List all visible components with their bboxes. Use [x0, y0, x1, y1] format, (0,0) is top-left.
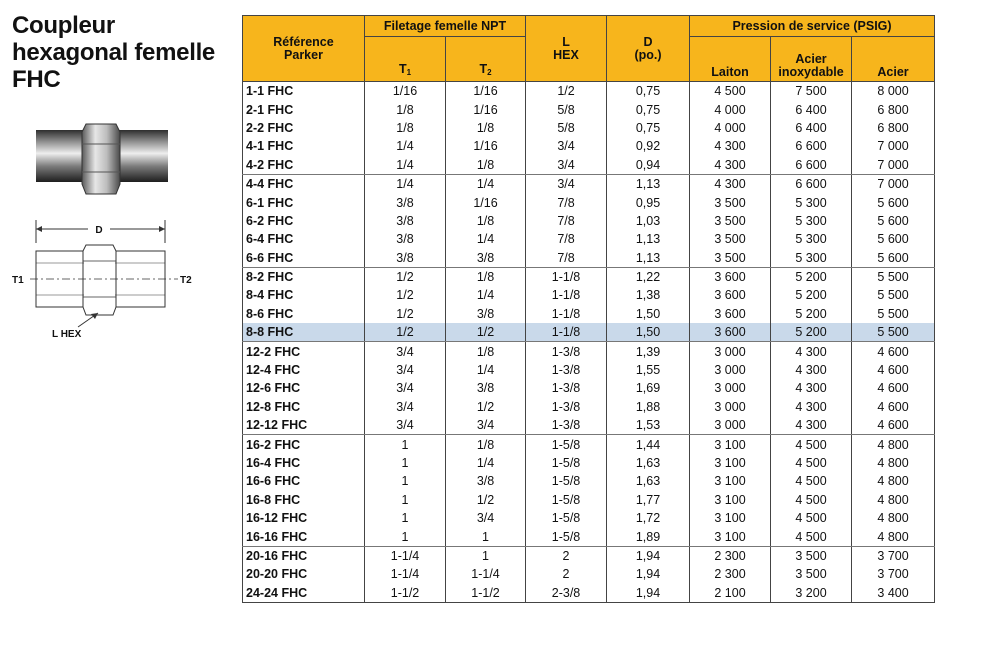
table-row [243, 119, 935, 137]
cell-laiton: 3 000 [690, 361, 771, 379]
cell-t2: 1/4 [446, 174, 526, 193]
cell-ref: 12-4 FHC [243, 361, 365, 379]
table-row [243, 379, 935, 397]
cell-l-hex: 1-1/8 [526, 267, 607, 286]
cell-ref: 20-16 FHC [243, 546, 365, 565]
cell-t1: 1/16 [365, 82, 446, 101]
cell-d: 1,63 [607, 454, 690, 472]
table-row [243, 472, 935, 490]
cell-d: 0,75 [607, 100, 690, 118]
cell-acier: 4 800 [852, 454, 935, 472]
cell-acier-inox: 5 300 [771, 193, 852, 211]
table-row [243, 193, 935, 211]
table-row [243, 565, 935, 583]
cell-l-hex: 5/8 [526, 119, 607, 137]
cell-acier: 4 800 [852, 509, 935, 527]
cell-acier-inox: 5 200 [771, 323, 852, 342]
cell-acier-inox: 6 400 [771, 100, 852, 118]
cell-acier: 7 000 [852, 174, 935, 193]
cell-t2: 1/4 [446, 286, 526, 304]
cell-l-hex: 3/4 [526, 174, 607, 193]
t2-label: T2 [180, 275, 192, 286]
cell-t2: 3/8 [446, 472, 526, 490]
cell-acier: 6 800 [852, 100, 935, 118]
cell-acier: 5 600 [852, 212, 935, 230]
cell-laiton: 3 600 [690, 305, 771, 323]
cell-t2: 1 [446, 527, 526, 546]
cell-acier: 6 800 [852, 119, 935, 137]
cell-laiton: 4 500 [690, 82, 771, 101]
cell-acier-inox: 4 500 [771, 435, 852, 454]
cell-ref: 2-2 FHC [243, 119, 365, 137]
cell-l-hex: 1-3/8 [526, 379, 607, 397]
cell-t1: 1-1/2 [365, 584, 446, 603]
cell-acier-inox: 5 300 [771, 212, 852, 230]
l-hex-label: L HEX [52, 329, 82, 340]
cell-acier-inox: 6 600 [771, 137, 852, 155]
cell-l-hex: 2 [526, 546, 607, 565]
cell-d: 0,92 [607, 137, 690, 155]
cell-acier-inox: 4 500 [771, 509, 852, 527]
table-row [243, 527, 935, 546]
cell-t2: 1/8 [446, 119, 526, 137]
cell-acier: 5 600 [852, 193, 935, 211]
cell-t2: 1/8 [446, 267, 526, 286]
cell-acier-inox: 4 500 [771, 491, 852, 509]
cell-d: 1,13 [607, 249, 690, 268]
cell-acier-inox: 4 500 [771, 527, 852, 546]
coupler-diagram [8, 215, 208, 345]
dimension-d-label: D [95, 225, 103, 236]
cell-acier-inox: 5 300 [771, 249, 852, 268]
cell-ref: 6-4 FHC [243, 230, 365, 248]
cell-acier: 3 700 [852, 546, 935, 565]
cell-ref: 16-6 FHC [243, 472, 365, 490]
cell-acier: 4 800 [852, 491, 935, 509]
cell-acier: 4 600 [852, 342, 935, 361]
cell-ref: 16-2 FHC [243, 435, 365, 454]
cell-ref: 8-4 FHC [243, 286, 365, 304]
cell-t1: 3/8 [365, 230, 446, 248]
cell-acier-inox: 5 200 [771, 286, 852, 304]
cell-acier: 4 800 [852, 472, 935, 490]
header-t2: $T_2$ [446, 37, 526, 82]
table-row [243, 230, 935, 248]
cell-l-hex: 7/8 [526, 193, 607, 211]
cell-acier: 3 400 [852, 584, 935, 603]
cell-t1: 1-1/4 [365, 546, 446, 565]
cell-t1: 3/4 [365, 398, 446, 416]
cell-t2: 3/8 [446, 249, 526, 268]
cell-acier-inox: 5 300 [771, 230, 852, 248]
table-row [243, 546, 935, 565]
cell-laiton: 2 100 [690, 584, 771, 603]
cell-laiton: 3 000 [690, 416, 771, 435]
table-row [243, 491, 935, 509]
header-acier-inox: Acier inoxydable [771, 37, 852, 82]
cell-ref: 24-24 FHC [243, 584, 365, 603]
cell-t1: 1/2 [365, 323, 446, 342]
cell-l-hex: 1-3/8 [526, 398, 607, 416]
cell-laiton: 4 000 [690, 100, 771, 118]
cell-d: 0,95 [607, 193, 690, 211]
cell-acier: 5 600 [852, 230, 935, 248]
table-row [243, 454, 935, 472]
cell-ref: 16-4 FHC [243, 454, 365, 472]
cell-t1: 1/4 [365, 174, 446, 193]
cell-t1: 1 [365, 435, 446, 454]
cell-l-hex: 1/2 [526, 82, 607, 101]
cell-t1: 1/2 [365, 286, 446, 304]
cell-acier-inox: 3 500 [771, 565, 852, 583]
cell-t2: 1/2 [446, 491, 526, 509]
cell-ref: 16-16 FHC [243, 527, 365, 546]
cell-t2: 3/8 [446, 379, 526, 397]
t1-label: T1 [12, 275, 24, 286]
title-line-1: Coupleur [12, 12, 115, 39]
table-row [243, 584, 935, 603]
cell-t1: 3/8 [365, 249, 446, 268]
cell-t1: 1/2 [365, 305, 446, 323]
cell-t2: 3/8 [446, 305, 526, 323]
cell-ref: 12-12 FHC [243, 416, 365, 435]
cell-t1: 1/2 [365, 267, 446, 286]
cell-t1: 1 [365, 454, 446, 472]
cell-acier: 5 500 [852, 305, 935, 323]
cell-laiton: 3 600 [690, 286, 771, 304]
cell-t2: 1/4 [446, 454, 526, 472]
cell-t2: 1/8 [446, 156, 526, 175]
cell-l-hex: 2-3/8 [526, 584, 607, 603]
cell-acier: 4 600 [852, 361, 935, 379]
cell-acier-inox: 3 500 [771, 546, 852, 565]
cell-laiton: 3 100 [690, 509, 771, 527]
cell-d: 1,03 [607, 212, 690, 230]
cell-t2: 1/16 [446, 100, 526, 118]
cell-t2: 1/16 [446, 82, 526, 101]
cell-ref: 4-2 FHC [243, 156, 365, 175]
cell-acier-inox: 4 500 [771, 472, 852, 490]
cell-acier-inox: 5 200 [771, 267, 852, 286]
cell-acier: 5 500 [852, 323, 935, 342]
header-l-hex: L HEX [526, 16, 607, 82]
cell-acier: 7 000 [852, 137, 935, 155]
cell-t2: 1 [446, 546, 526, 565]
cell-l-hex: 7/8 [526, 249, 607, 268]
cell-d: 1,63 [607, 472, 690, 490]
cell-t1: 1 [365, 509, 446, 527]
cell-acier: 5 600 [852, 249, 935, 268]
cell-t1: 3/4 [365, 361, 446, 379]
cell-d: 0,94 [607, 156, 690, 175]
cell-laiton: 2 300 [690, 546, 771, 565]
cell-laiton: 3 100 [690, 472, 771, 490]
table-row [243, 156, 935, 175]
cell-t1: 3/4 [365, 416, 446, 435]
header-d: D (po.) [607, 16, 690, 82]
table-header [243, 16, 935, 82]
table-row [243, 286, 935, 304]
cell-t2: 1/8 [446, 212, 526, 230]
cell-t2: 1/16 [446, 193, 526, 211]
cell-laiton: 3 500 [690, 249, 771, 268]
cell-acier: 5 500 [852, 267, 935, 286]
title-line-3: FHC [12, 66, 61, 93]
cell-l-hex: 1-5/8 [526, 491, 607, 509]
cell-laiton: 3 100 [690, 527, 771, 546]
cell-l-hex: 7/8 [526, 230, 607, 248]
table-row [243, 398, 935, 416]
cell-l-hex: 1-3/8 [526, 342, 607, 361]
header-laiton: Laiton [690, 37, 771, 82]
table-row [243, 100, 935, 118]
cell-acier-inox: 4 300 [771, 379, 852, 397]
cell-t1: 1 [365, 527, 446, 546]
header-reference: Référence Parker [243, 16, 365, 82]
title-line-2: hexagonal femelle [12, 39, 215, 66]
cell-d: 1,94 [607, 546, 690, 565]
cell-t1: 3/8 [365, 212, 446, 230]
cell-laiton: 3 500 [690, 193, 771, 211]
cell-acier-inox: 6 400 [771, 119, 852, 137]
cell-ref: 12-6 FHC [243, 379, 365, 397]
cell-l-hex: 1-5/8 [526, 472, 607, 490]
cell-ref: 2-1 FHC [243, 100, 365, 118]
table-row [243, 305, 935, 323]
cell-l-hex: 1-1/8 [526, 286, 607, 304]
table-row [243, 323, 935, 342]
cell-acier-inox: 3 200 [771, 584, 852, 603]
cell-acier: 4 600 [852, 379, 935, 397]
cell-t1: 1-1/4 [365, 565, 446, 583]
table-row [243, 361, 935, 379]
cell-t1: 3/4 [365, 342, 446, 361]
cell-d: 1,13 [607, 230, 690, 248]
cell-d: 1,39 [607, 342, 690, 361]
cell-acier-inox: 5 200 [771, 305, 852, 323]
cell-d: 1,22 [607, 267, 690, 286]
cell-acier-inox: 4 500 [771, 454, 852, 472]
cell-d: 1,13 [607, 174, 690, 193]
cell-l-hex: 2 [526, 565, 607, 583]
cell-l-hex: 1-5/8 [526, 509, 607, 527]
cell-ref: 8-6 FHC [243, 305, 365, 323]
cell-ref: 1-1 FHC [243, 82, 365, 101]
cell-t2: 1/8 [446, 435, 526, 454]
cell-t2: 3/4 [446, 509, 526, 527]
cell-l-hex: 1-1/8 [526, 323, 607, 342]
cell-t2: 1/2 [446, 323, 526, 342]
cell-t2: 1/4 [446, 230, 526, 248]
cell-acier-inox: 4 300 [771, 398, 852, 416]
cell-d: 1,53 [607, 416, 690, 435]
cell-d: 0,75 [607, 119, 690, 137]
cell-laiton: 3 000 [690, 379, 771, 397]
cell-ref: 20-20 FHC [243, 565, 365, 583]
cell-laiton: 3 500 [690, 212, 771, 230]
cell-d: 1,50 [607, 323, 690, 342]
cell-l-hex: 3/4 [526, 156, 607, 175]
cell-ref: 12-8 FHC [243, 398, 365, 416]
header-pressure-group: Pression de service (PSIG) [690, 16, 935, 37]
table-row [243, 212, 935, 230]
cell-ref: 6-2 FHC [243, 212, 365, 230]
cell-laiton: 3 100 [690, 454, 771, 472]
cell-acier: 4 600 [852, 416, 935, 435]
cell-laiton: 2 300 [690, 565, 771, 583]
cell-acier: 4 800 [852, 527, 935, 546]
cell-l-hex: 1-5/8 [526, 435, 607, 454]
cell-laiton: 4 300 [690, 174, 771, 193]
cell-t2: 1-1/2 [446, 584, 526, 603]
cell-t1: 1/4 [365, 137, 446, 155]
cell-ref: 16-8 FHC [243, 491, 365, 509]
table-row [243, 435, 935, 454]
cell-d: 1,69 [607, 379, 690, 397]
cell-acier-inox: 6 600 [771, 174, 852, 193]
cell-laiton: 3 600 [690, 323, 771, 342]
cell-t2: 3/4 [446, 416, 526, 435]
cell-acier: 4 600 [852, 398, 935, 416]
cell-l-hex: 1-3/8 [526, 361, 607, 379]
cell-t2: 1-1/4 [446, 565, 526, 583]
cell-d: 1,50 [607, 305, 690, 323]
cell-acier-inox: 4 300 [771, 416, 852, 435]
table-row [243, 416, 935, 435]
cell-laiton: 3 100 [690, 491, 771, 509]
header-t1: $T_1$ [365, 37, 446, 82]
page-title [12, 12, 242, 93]
cell-laiton: 3 000 [690, 342, 771, 361]
cell-ref: 8-2 FHC [243, 267, 365, 286]
table-row [243, 249, 935, 268]
cell-laiton: 3 600 [690, 267, 771, 286]
cell-t2: 1/16 [446, 137, 526, 155]
cell-t1: 1 [365, 472, 446, 490]
cell-ref: 6-6 FHC [243, 249, 365, 268]
cell-d: 0,75 [607, 82, 690, 101]
cell-acier: 4 800 [852, 435, 935, 454]
cell-acier: 5 500 [852, 286, 935, 304]
cell-d: 1,94 [607, 584, 690, 603]
cell-laiton: 4 300 [690, 156, 771, 175]
cell-t1: 1 [365, 491, 446, 509]
coupler-photo [36, 120, 168, 198]
cell-ref: 8-8 FHC [243, 323, 365, 342]
cell-l-hex: 7/8 [526, 212, 607, 230]
cell-l-hex: 3/4 [526, 137, 607, 155]
table-body [243, 82, 935, 603]
cell-l-hex: 1-5/8 [526, 454, 607, 472]
cell-l-hex: 5/8 [526, 100, 607, 118]
cell-acier-inox: 4 300 [771, 361, 852, 379]
cell-t2: 1/8 [446, 342, 526, 361]
cell-t1: 3/4 [365, 379, 446, 397]
cell-l-hex: 1-5/8 [526, 527, 607, 546]
cell-ref: 6-1 FHC [243, 193, 365, 211]
table-row [243, 267, 935, 286]
cell-laiton: 4 300 [690, 137, 771, 155]
cell-acier: 7 000 [852, 156, 935, 175]
table-row [243, 342, 935, 361]
cell-acier-inox: 7 500 [771, 82, 852, 101]
table-row [243, 174, 935, 193]
cell-t2: 1/4 [446, 361, 526, 379]
cell-d: 1,89 [607, 527, 690, 546]
cell-ref: 16-12 FHC [243, 509, 365, 527]
cell-d: 1,38 [607, 286, 690, 304]
cell-t1: 1/8 [365, 100, 446, 118]
cell-t1: 1/8 [365, 119, 446, 137]
cell-d: 1,88 [607, 398, 690, 416]
cell-ref: 12-2 FHC [243, 342, 365, 361]
cell-d: 1,72 [607, 509, 690, 527]
cell-acier-inox: 6 600 [771, 156, 852, 175]
cell-d: 1,94 [607, 565, 690, 583]
coupler-hex-nut [82, 124, 120, 194]
cell-laiton: 4 000 [690, 119, 771, 137]
cell-acier: 3 700 [852, 565, 935, 583]
specification-table [242, 15, 935, 603]
cell-l-hex: 1-3/8 [526, 416, 607, 435]
cell-d: 1,44 [607, 435, 690, 454]
table-row [243, 82, 935, 101]
cell-t1: 3/8 [365, 193, 446, 211]
header-acier: Acier [852, 37, 935, 82]
cell-d: 1,55 [607, 361, 690, 379]
cell-laiton: 3 100 [690, 435, 771, 454]
header-npt-group: Filetage femelle NPT [365, 16, 526, 37]
cell-ref: 4-4 FHC [243, 174, 365, 193]
cell-acier: 8 000 [852, 82, 935, 101]
cell-acier-inox: 4 300 [771, 342, 852, 361]
cell-d: 1,77 [607, 491, 690, 509]
cell-laiton: 3 000 [690, 398, 771, 416]
cell-t1: 1/4 [365, 156, 446, 175]
table-row [243, 137, 935, 155]
table-row [243, 509, 935, 527]
cell-ref: 4-1 FHC [243, 137, 365, 155]
cell-laiton: 3 500 [690, 230, 771, 248]
cell-t2: 1/2 [446, 398, 526, 416]
cell-l-hex: 1-1/8 [526, 305, 607, 323]
